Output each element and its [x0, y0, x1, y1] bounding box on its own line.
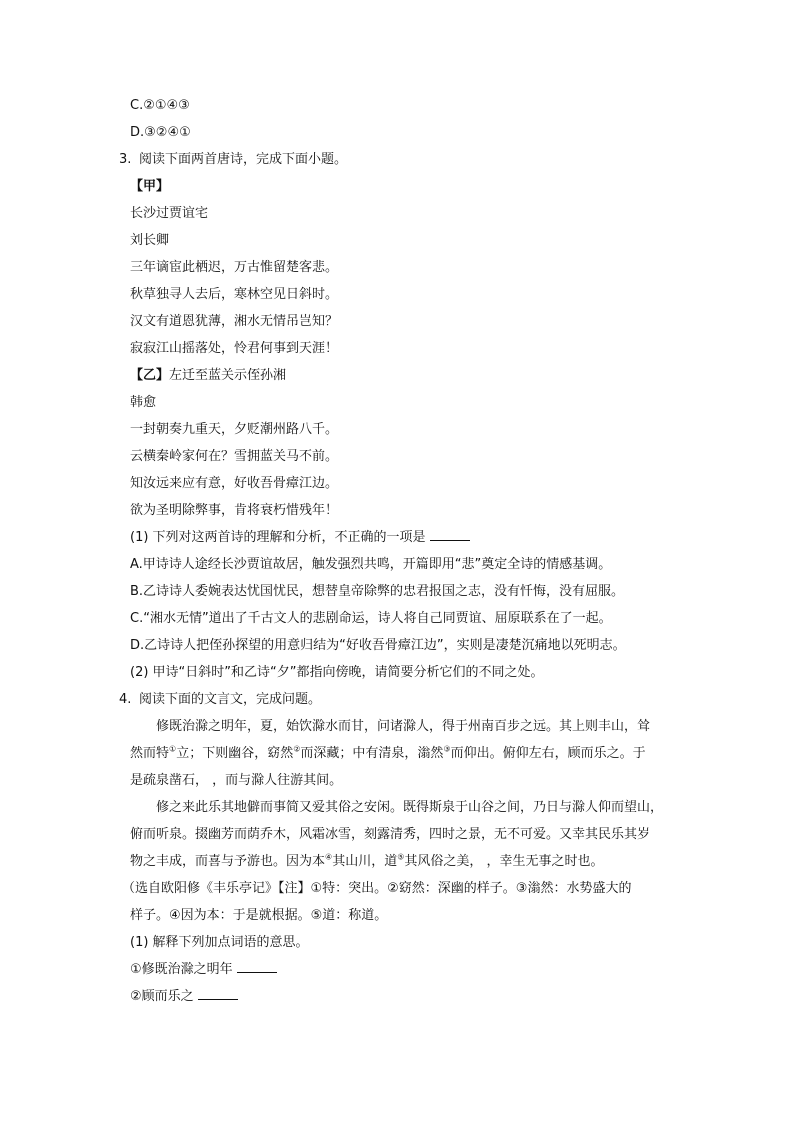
poem-jia-line-2: 秋草独寻人去后，寒林空见日斜时。 — [130, 287, 339, 302]
question-4-number: 4. — [119, 692, 132, 707]
q4-item-1-blank[interactable] — [237, 958, 277, 973]
passage-p2-line-3 — [130, 848, 690, 875]
passage-text: 而深藏；中有清泉，滃然 — [300, 746, 444, 761]
q3-sub-2: (2) 甲诗“日斜时”和乙诗“夕”都指向傍晚，请简要分析它们的不同之处。 — [130, 665, 544, 680]
q3-option-b: B.乙诗诗人委婉表达忧国忧民，想替皇帝除弊的忠君报国之志，没有忏悔，没有屈服。 — [130, 584, 625, 599]
poem-yi-line-1: 一封朝奏九重天，夕贬潮州路八千。 — [130, 422, 339, 437]
passage-text: 而仰出。俯仰左右，顾而乐之。于 — [450, 746, 646, 761]
poem-jia-line-4: 寂寂江山摇落处，怜君何事到天涯！ — [130, 341, 339, 356]
q4-item-2-blank[interactable] — [198, 985, 238, 1000]
note-marker-4: ④ — [325, 852, 333, 862]
poem-yi-author: 韩愈 — [130, 395, 157, 410]
poem-jia-author: 刘长卿 — [130, 233, 170, 248]
poem-jia-line-1: 三年谪宦此栖迟，万古惟留楚客悲。 — [130, 260, 339, 275]
note-marker-3: ③ — [443, 744, 451, 754]
source-notes-line-1: （选自欧阳修《丰乐亭记》【注】①特：突出。②窈然：深幽的样子。③滃然：水势盛大的 — [122, 881, 632, 896]
q3-option-a: A.甲诗诗人途经长沙贾谊故居，触发强烈共鸣，开篇即用“悲”奠定全诗的情感基调。 — [130, 557, 612, 572]
passage-text: 立；下则幽谷，窈然 — [176, 746, 294, 761]
q3-sub-1 — [130, 524, 690, 551]
q4-item-2 — [130, 983, 690, 1010]
option-d-prev: D.③②④① — [130, 125, 191, 140]
source-notes-line-2: 样子。④因为本：于是就根据。⑤道：称道。 — [130, 908, 388, 923]
option-c-prev: C.②①④③ — [130, 98, 190, 113]
q4-item-1 — [130, 956, 690, 983]
poem-yi-line-3: 知汝远来应有意，好收吾骨瘴江边。 — [130, 476, 339, 491]
q3-sub-1-blank[interactable] — [430, 526, 470, 541]
poem-jia-line-3: 汉文有道恩犹薄，湘水无情吊岂知？ — [130, 314, 339, 329]
q4-item-1-text: ①修既治滁之明年 — [130, 962, 233, 977]
page-content — [119, 92, 690, 1010]
poem-yi-label: 【乙】 — [130, 368, 170, 383]
passage-p2-line-1: 修之来此乐其地僻而事简又爱其俗之安闲。既得斯泉于山谷之间，乃日与滁人仰而望山， — [156, 800, 664, 815]
note-marker-2: ② — [293, 744, 301, 754]
poem-yi-title: 左迁至蓝关示侄孙湘 — [169, 368, 287, 383]
question-4-prompt: 阅读下面的文言文，完成问题。 — [139, 692, 322, 707]
q3-option-d: D.乙诗诗人把侄孙探望的用意归结为“好收吾骨瘴江边”，实则是凄楚沉痛地以死明志。 — [130, 638, 626, 653]
q3-option-c: C.“湘水无情”道出了千古文人的悲剧命运，诗人将自己同贾谊、屈原联系在了一起。 — [130, 611, 612, 626]
passage-text: 然而特 — [130, 746, 170, 761]
passage-p1-line-2 — [130, 740, 690, 767]
passage-p2-line-2: 俯而听泉。掇幽芳而荫乔木，风霜冰雪，刻露清秀，四时之景，无不可爱。又幸其民乐其岁 — [130, 827, 651, 842]
poem-yi-line-4: 欲为圣明除弊事，肯将衰朽惜残年！ — [130, 503, 339, 518]
poem-jia-title: 长沙过贾谊宅 — [130, 206, 209, 221]
passage-p1-line-3: 是疏泉凿石， ，而与滁人往游其间。 — [130, 773, 343, 788]
passage-text: 其风俗之美， ，幸生无事之时也。 — [404, 854, 604, 869]
poem-yi-header — [130, 362, 690, 389]
question-3-number: 3. — [119, 152, 132, 167]
poem-jia-label: 【甲】 — [130, 179, 170, 194]
passage-text: 其山川，道 — [332, 854, 398, 869]
passage-text: 物之丰成，而喜与予游也。因为本 — [130, 854, 326, 869]
note-marker-5: ⑤ — [397, 852, 405, 862]
poem-yi-line-2: 云横秦岭家何在？雪拥蓝关马不前。 — [130, 449, 339, 464]
question-3-header — [119, 146, 690, 173]
note-marker-1: ① — [169, 744, 177, 754]
question-4-header — [119, 686, 690, 713]
question-3-prompt: 阅读下面两首唐诗，完成下面小题。 — [139, 152, 348, 167]
q4-item-2-text: ②顾而乐之 — [130, 989, 194, 1004]
passage-p1-line-1: 修既治滁之明年，夏，始饮滁水而甘，问诸滁人，得于州南百步之远。其上则丰山，耸 — [156, 719, 651, 734]
q4-sub-1: (1) 解释下列加点词语的意思。 — [130, 935, 309, 950]
q3-sub-1-text: (1) 下列对这两首诗的理解和分析，不正确的一项是 — [130, 530, 426, 545]
